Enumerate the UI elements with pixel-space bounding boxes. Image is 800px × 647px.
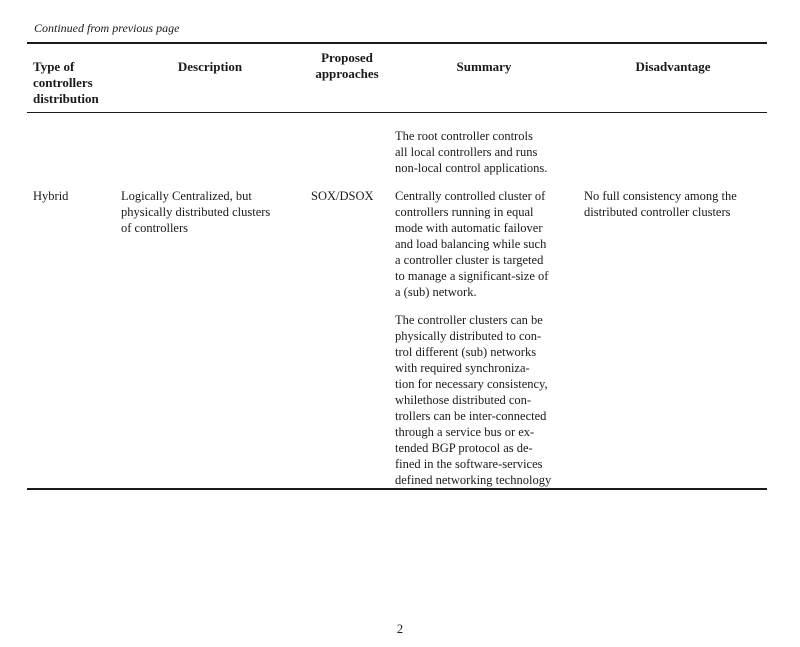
continued-note: Continued from previous page — [34, 21, 180, 35]
header-type-of-controllers — [33, 59, 123, 107]
summary-line: a controller cluster is targeted — [395, 253, 544, 267]
summary-line: to manage a significant-size of — [395, 269, 549, 283]
summary-line: mode with automatic failover — [395, 221, 543, 235]
summary-line: defined networking technology — [395, 473, 552, 487]
cell-disadvantage — [584, 188, 766, 220]
summary-line: whilethose distributed con- — [395, 393, 532, 407]
summary-paragraph-centrally-controlled — [395, 188, 577, 300]
header-type-line: distribution — [33, 91, 99, 106]
header-summary: Summary — [456, 59, 512, 74]
summary-line: tended BGP protocol as de- — [395, 441, 533, 455]
summary-line: fined in the software-services — [395, 457, 543, 471]
header-proposed-approaches — [306, 50, 388, 82]
summary-line: The controller clusters can be — [395, 313, 543, 327]
summary-line: a (sub) network. — [395, 285, 477, 299]
summary-paragraph-root-controller — [395, 128, 577, 176]
cell-proposed-approach: SOX/DSOX — [311, 189, 374, 203]
summary-line: tion for necessary consistency, — [395, 377, 548, 391]
header-type-line: Type of — [33, 59, 75, 74]
table-bottom-rule — [27, 488, 767, 490]
table-top-rule — [27, 42, 767, 44]
header-disadvantage: Disadvantage — [635, 59, 711, 74]
cell-description — [121, 188, 306, 236]
summary-line: trol different (sub) networks — [395, 345, 537, 359]
summary-line: The root controller controls — [395, 129, 533, 143]
summary-line: controllers running in equal — [395, 205, 534, 219]
summary-line: Centrally controlled cluster of — [395, 189, 546, 203]
table-header-rule — [27, 112, 767, 113]
disadvantage-line: distributed controller clusters — [584, 205, 731, 219]
description-line: physically distributed clusters — [121, 205, 271, 219]
summary-line: through a service bus or ex- — [395, 425, 535, 439]
summary-line: and load balancing while such — [395, 237, 547, 251]
summary-paragraph-distributed-clusters — [395, 312, 577, 488]
summary-line: all local controllers and runs — [395, 145, 538, 159]
description-line: of controllers — [121, 221, 188, 235]
summary-line: trollers can be inter-connected — [395, 409, 547, 423]
summary-line: non-local control applications. — [395, 161, 548, 175]
cell-type: Hybrid — [33, 189, 69, 203]
summary-line: physically distributed to con- — [395, 329, 542, 343]
header-proposed-line: Proposed — [321, 50, 373, 65]
description-line: Logically Centralized, but — [121, 189, 252, 203]
header-type-line: controllers — [33, 75, 93, 90]
header-proposed-line: approaches — [315, 66, 379, 81]
summary-line: with required synchroniza- — [395, 361, 530, 375]
header-description: Description — [177, 59, 243, 74]
disadvantage-line: No full consistency among the — [584, 189, 737, 203]
page-number: 2 — [396, 622, 404, 636]
